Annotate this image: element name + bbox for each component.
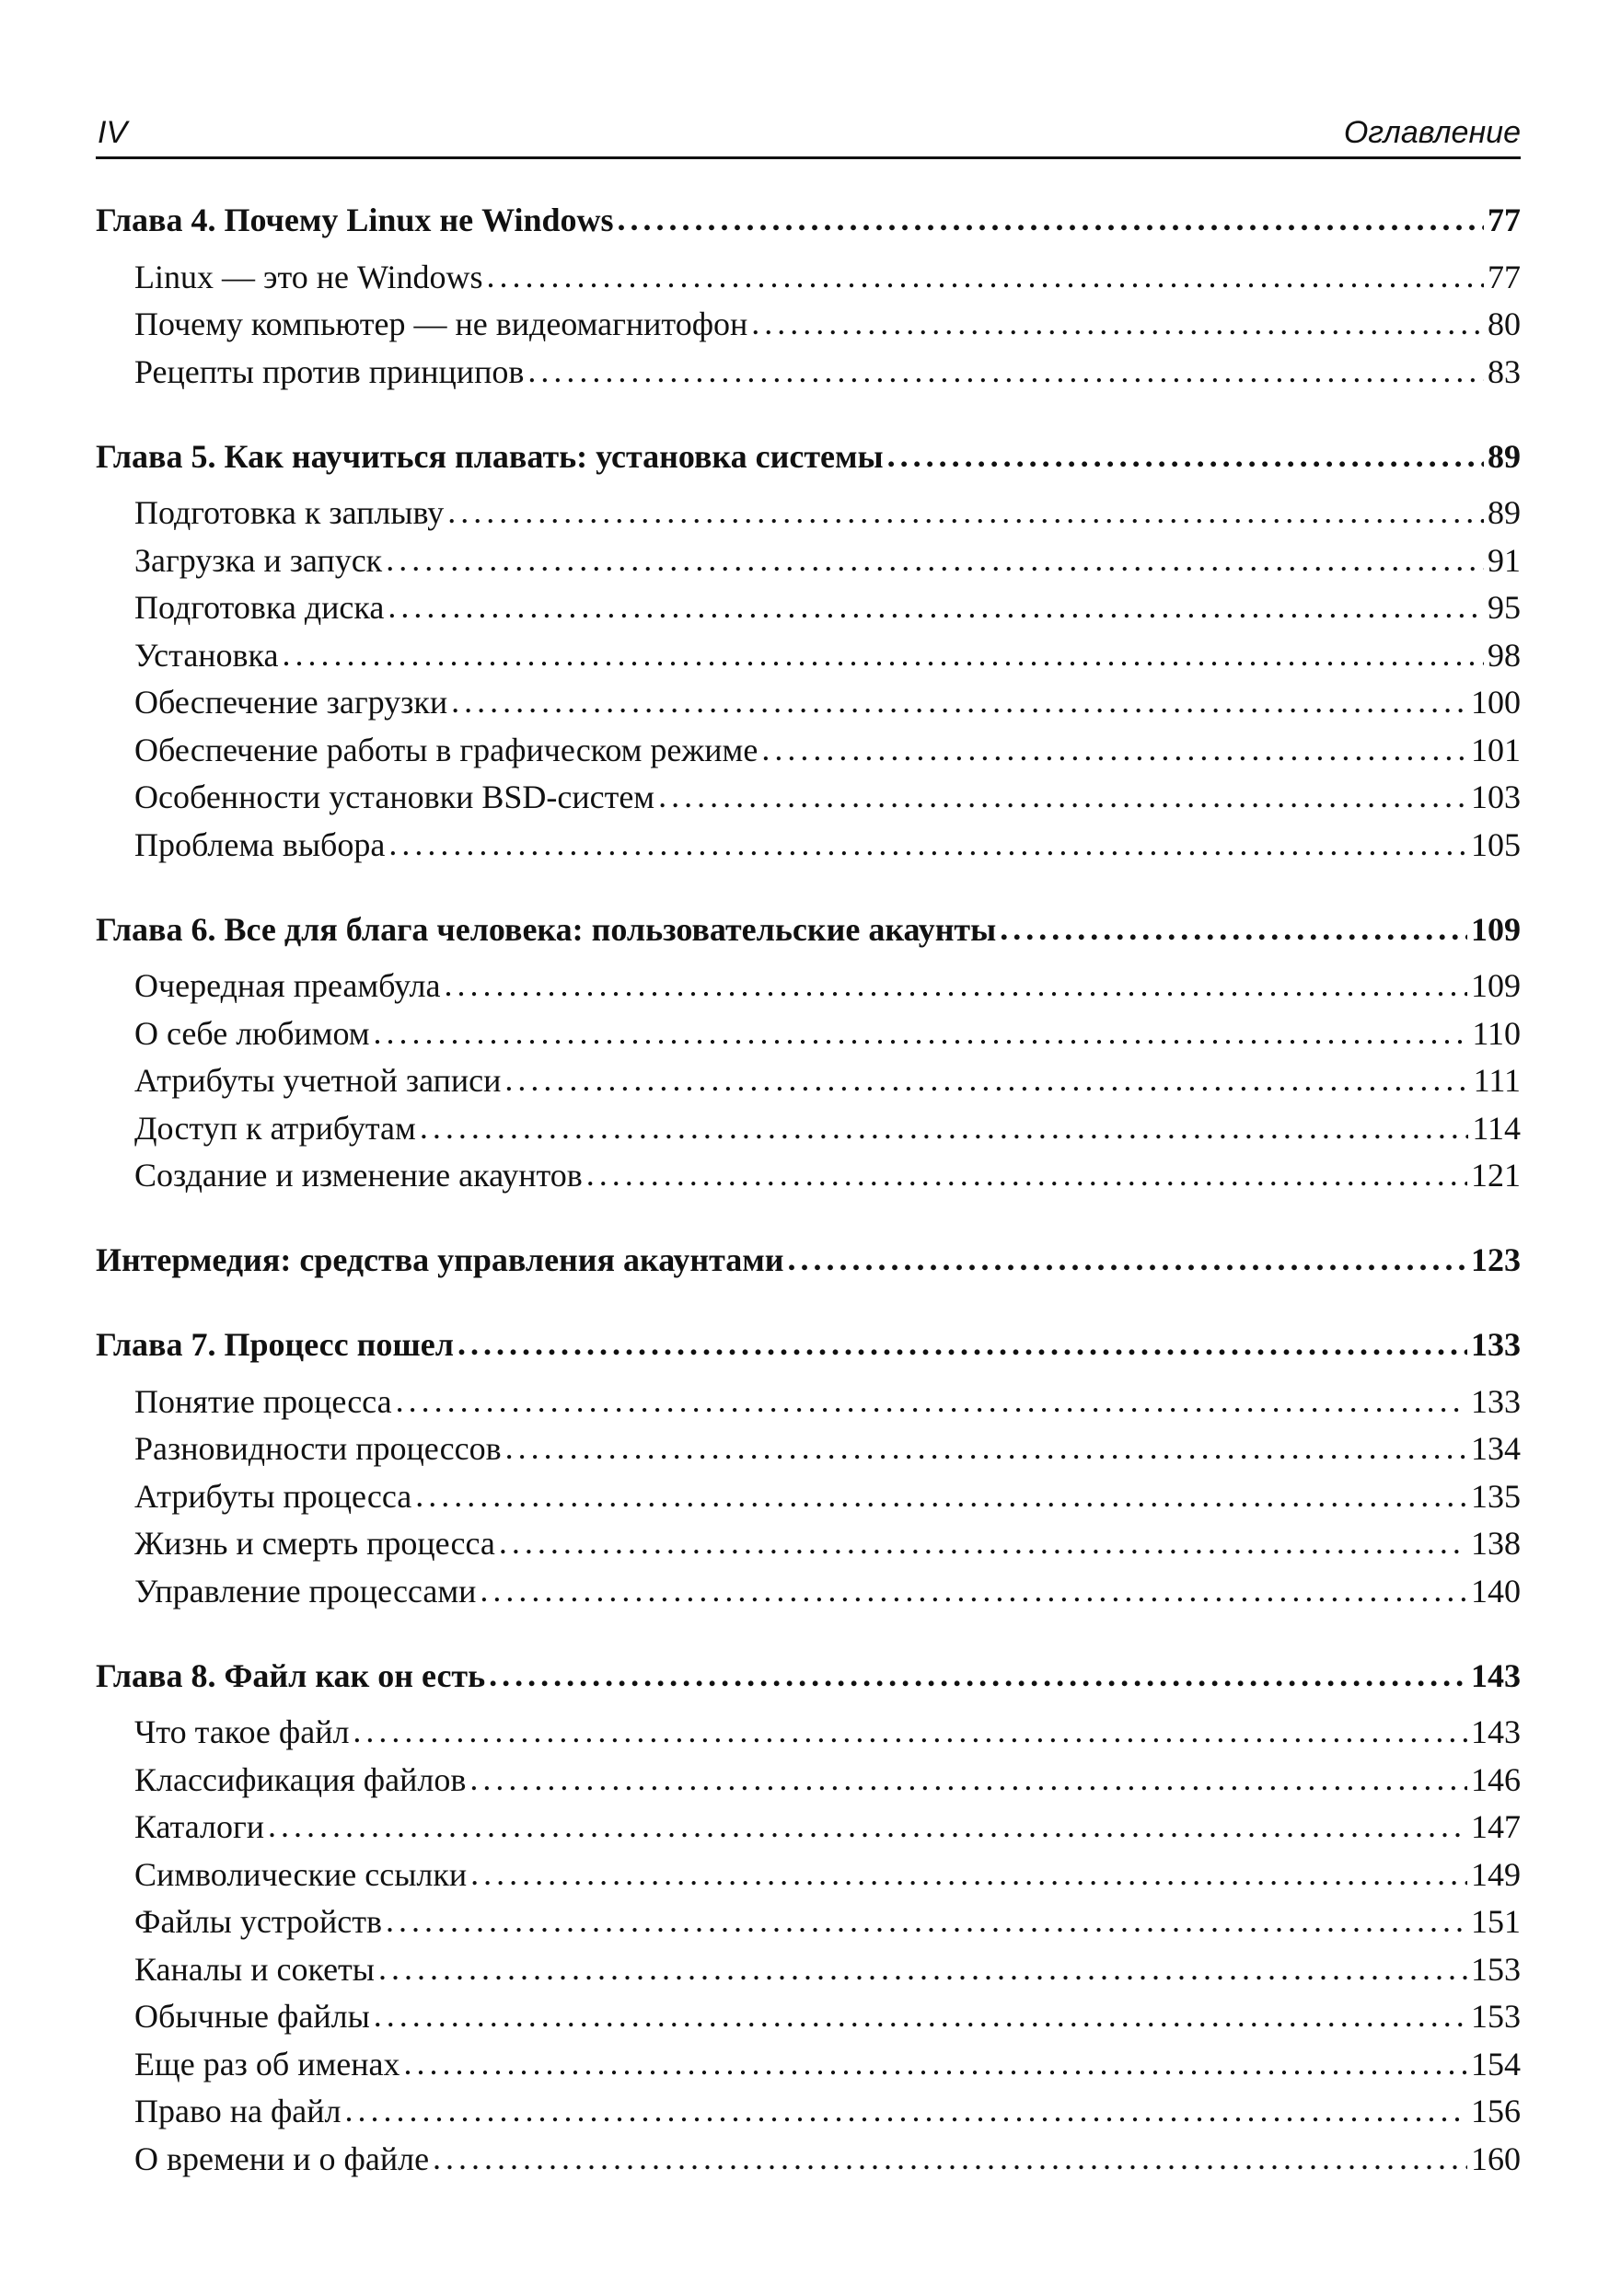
dot-leader xyxy=(489,1658,1467,1691)
toc-entry-title: Классификация файлов xyxy=(134,1760,467,1798)
toc-entry xyxy=(96,296,1521,344)
toc-entry-title: Право на файл xyxy=(134,2093,342,2129)
toc-entry-page: 83 xyxy=(1488,352,1521,390)
toc-entry xyxy=(96,248,1521,296)
toc-entry-title: Каталоги xyxy=(134,1808,265,1845)
dot-leader xyxy=(504,1063,1469,1096)
toc-chapter-title: Интермедия: средства управления акаунтами xyxy=(96,1241,784,1278)
toc-entry-title: Установка xyxy=(134,636,279,674)
toc-chapter xyxy=(96,428,1521,476)
toc-chapter-page: 77 xyxy=(1488,202,1521,238)
dot-leader xyxy=(345,2094,1467,2127)
dot-leader xyxy=(788,1242,1467,1275)
toc-chapter-page: 133 xyxy=(1471,1326,1521,1363)
toc-chapter-title: Глава 5. Как научиться плавать: установка системы xyxy=(96,437,884,475)
toc-entry-page: 100 xyxy=(1471,684,1521,721)
toc-chapter-title: Глава 6. Все для блага человека: пользовательские акаунты xyxy=(96,910,997,948)
running-title: Оглавление xyxy=(1343,115,1521,150)
toc-entry xyxy=(96,485,1521,533)
toc-entry-page: 98 xyxy=(1488,636,1521,674)
toc-entry-title: О времени и о файле xyxy=(134,2140,430,2177)
page-number: IV xyxy=(98,115,128,150)
toc-entry-title: Linux — это не Windows xyxy=(134,258,483,295)
toc-entry-page: 160 xyxy=(1471,2140,1521,2177)
toc-entry-page: 140 xyxy=(1471,1572,1521,1610)
dot-leader xyxy=(451,685,1467,718)
dot-leader xyxy=(505,1431,1467,1464)
toc-section xyxy=(96,901,1521,1195)
dot-leader xyxy=(444,968,1467,1001)
toc-entry xyxy=(96,816,1521,864)
toc-entry-title: Управление процессами xyxy=(134,1572,477,1610)
dot-leader xyxy=(420,1111,1469,1144)
toc-entry-title: Загрузка и запуск xyxy=(134,541,383,579)
toc-entry xyxy=(96,1846,1521,1894)
toc-entry xyxy=(96,769,1521,817)
toc-entry xyxy=(96,1704,1521,1752)
toc-entry xyxy=(96,627,1521,675)
dot-leader xyxy=(469,1762,1467,1795)
toc-entry-title: Что такое файл xyxy=(134,1713,350,1750)
toc-entry-title: Понятие процесса xyxy=(134,1382,392,1420)
toc-entry-page: 146 xyxy=(1471,1760,1521,1798)
dot-leader xyxy=(527,354,1484,387)
toc-entry-title: Файлы устройств xyxy=(134,1903,382,1940)
toc-entry xyxy=(96,1005,1521,1053)
toc-entry-page: 109 xyxy=(1471,967,1521,1004)
toc-entry xyxy=(96,2036,1521,2083)
toc-section xyxy=(96,1647,1521,2178)
toc-entry-title: Символические ссылки xyxy=(134,1855,468,1893)
dot-leader xyxy=(403,2047,1467,2080)
toc-entry xyxy=(96,2130,1521,2178)
toc-entry-page: 143 xyxy=(1471,1713,1521,1750)
toc-section xyxy=(96,428,1521,864)
toc-section xyxy=(96,1231,1521,1279)
toc-entry-title: Очередная преамбула xyxy=(134,967,441,1004)
toc-entry xyxy=(96,532,1521,580)
toc-entry xyxy=(96,675,1521,722)
toc-entry-title: Обеспечение работы в графическом режиме xyxy=(134,731,758,768)
toc-chapter-page: 109 xyxy=(1471,910,1521,948)
toc-entry-page: 149 xyxy=(1471,1855,1521,1893)
dot-leader xyxy=(396,1384,1467,1417)
toc-entry-title: Обычные файлы xyxy=(134,1998,370,2035)
toc-entry xyxy=(96,1989,1521,2036)
dot-leader xyxy=(388,590,1484,623)
toc-entry-title: О себе любимом xyxy=(134,1014,370,1052)
dot-leader xyxy=(268,1809,1467,1842)
toc-entry-title: Доступ к атрибутам xyxy=(134,1109,416,1147)
toc-entry-title: Обеспечение загрузки xyxy=(134,684,448,721)
dot-leader xyxy=(415,1479,1467,1512)
dot-leader xyxy=(457,1327,1467,1360)
toc-chapter xyxy=(96,1316,1521,1364)
toc-chapter xyxy=(96,901,1521,949)
toc-entry xyxy=(96,1468,1521,1516)
toc-entry xyxy=(96,1373,1521,1421)
dot-leader xyxy=(487,260,1485,293)
table-of-contents xyxy=(96,162,1521,2178)
dot-leader xyxy=(374,1016,1469,1049)
dot-leader xyxy=(386,1904,1467,1937)
toc-section xyxy=(96,1316,1521,1610)
toc-entry-page: 153 xyxy=(1471,1998,1521,2035)
toc-entry xyxy=(96,721,1521,769)
toc-entry-title: Проблема выбора xyxy=(134,825,386,863)
toc-entry xyxy=(96,1894,1521,1942)
toc-entry-page: 121 xyxy=(1471,1157,1521,1194)
toc-entry-page: 105 xyxy=(1471,825,1521,863)
toc-entry xyxy=(96,1941,1521,1989)
toc-entry-title: Еще раз об именах xyxy=(134,2045,400,2083)
toc-entry-page: 151 xyxy=(1471,1903,1521,1940)
toc-chapter-title: Глава 7. Процесс пошел xyxy=(96,1326,454,1363)
toc-entry-page: 114 xyxy=(1472,1109,1521,1147)
toc-chapter xyxy=(96,1647,1521,1695)
page-header xyxy=(96,109,1521,159)
toc-entry xyxy=(96,343,1521,391)
dot-leader xyxy=(499,1526,1467,1559)
dot-leader xyxy=(374,1999,1467,2032)
toc-entry-title: Создание и изменение акаунтов xyxy=(134,1157,583,1194)
toc-entry xyxy=(96,1799,1521,1847)
toc-chapter-title: Глава 8. Файл как он есть xyxy=(96,1656,486,1694)
toc-entry-page: 110 xyxy=(1472,1014,1521,1052)
dot-leader xyxy=(751,306,1484,340)
toc-entry-page: 134 xyxy=(1471,1430,1521,1467)
dot-leader xyxy=(658,779,1467,813)
toc-entry xyxy=(96,958,1521,1006)
toc-section xyxy=(96,191,1521,391)
toc-chapter xyxy=(96,1231,1521,1279)
dot-leader xyxy=(480,1574,1467,1607)
dot-leader xyxy=(887,439,1484,472)
dot-leader xyxy=(447,495,1484,528)
toc-entry-page: 153 xyxy=(1471,1950,1521,1988)
toc-entry xyxy=(96,1148,1521,1195)
dot-leader xyxy=(386,543,1484,576)
dot-leader xyxy=(586,1158,1467,1191)
dot-leader xyxy=(378,1952,1467,1985)
toc-entry-page: 154 xyxy=(1471,2045,1521,2083)
toc-chapter-title: Глава 4. Почему Linux не Windows xyxy=(96,202,614,238)
toc-entry-title: Особенности установки BSD-систем xyxy=(134,779,655,815)
dot-leader xyxy=(761,733,1467,766)
toc-entry-page: 101 xyxy=(1471,731,1521,768)
toc-entry xyxy=(96,2083,1521,2131)
dot-leader xyxy=(433,2141,1467,2175)
toc-entry-page: 135 xyxy=(1471,1477,1521,1515)
toc-entry-title: Рецепты против принципов xyxy=(134,352,525,390)
toc-chapter xyxy=(96,191,1521,239)
toc-entry-title: Почему компьютер — не видеомагнитофон xyxy=(134,306,748,342)
toc-entry-title: Разновидности процессов xyxy=(134,1430,502,1467)
toc-entry xyxy=(96,1421,1521,1469)
toc-entry xyxy=(96,580,1521,628)
dot-leader xyxy=(618,202,1484,236)
toc-entry xyxy=(96,1563,1521,1610)
toc-chapter-page: 123 xyxy=(1471,1241,1521,1278)
toc-entry-page: 89 xyxy=(1488,494,1521,531)
toc-entry xyxy=(96,1751,1521,1799)
toc-entry-title: Подготовка диска xyxy=(134,589,385,626)
dot-leader xyxy=(1000,912,1467,945)
toc-entry-page: 147 xyxy=(1471,1808,1521,1845)
toc-entry-page: 138 xyxy=(1471,1525,1521,1562)
dot-leader xyxy=(470,1857,1467,1890)
toc-entry xyxy=(96,1100,1521,1148)
dot-leader xyxy=(388,827,1467,860)
toc-entry-title: Жизнь и смерть процесса xyxy=(134,1525,495,1562)
toc-entry-title: Атрибуты процесса xyxy=(134,1477,412,1515)
toc-entry-page: 156 xyxy=(1471,2093,1521,2129)
toc-entry-title: Подготовка к заплыву xyxy=(134,494,445,531)
toc-entry-page: 103 xyxy=(1471,779,1521,815)
toc-chapter-page: 89 xyxy=(1488,437,1521,475)
toc-entry-page: 91 xyxy=(1488,541,1521,579)
toc-entry xyxy=(96,1516,1521,1563)
toc-entry-title: Каналы и сокеты xyxy=(134,1950,375,1988)
toc-entry-page: 77 xyxy=(1488,258,1521,295)
dot-leader xyxy=(282,638,1484,671)
toc-entry xyxy=(96,1053,1521,1101)
toc-entry-page: 95 xyxy=(1488,589,1521,626)
toc-entry-title: Атрибуты учетной записи xyxy=(134,1062,502,1099)
toc-entry-page: 111 xyxy=(1473,1062,1521,1099)
dot-leader xyxy=(353,1714,1467,1748)
toc-entry-page: 133 xyxy=(1471,1382,1521,1420)
toc-entry-page: 80 xyxy=(1488,306,1521,342)
toc-chapter-page: 143 xyxy=(1471,1656,1521,1694)
